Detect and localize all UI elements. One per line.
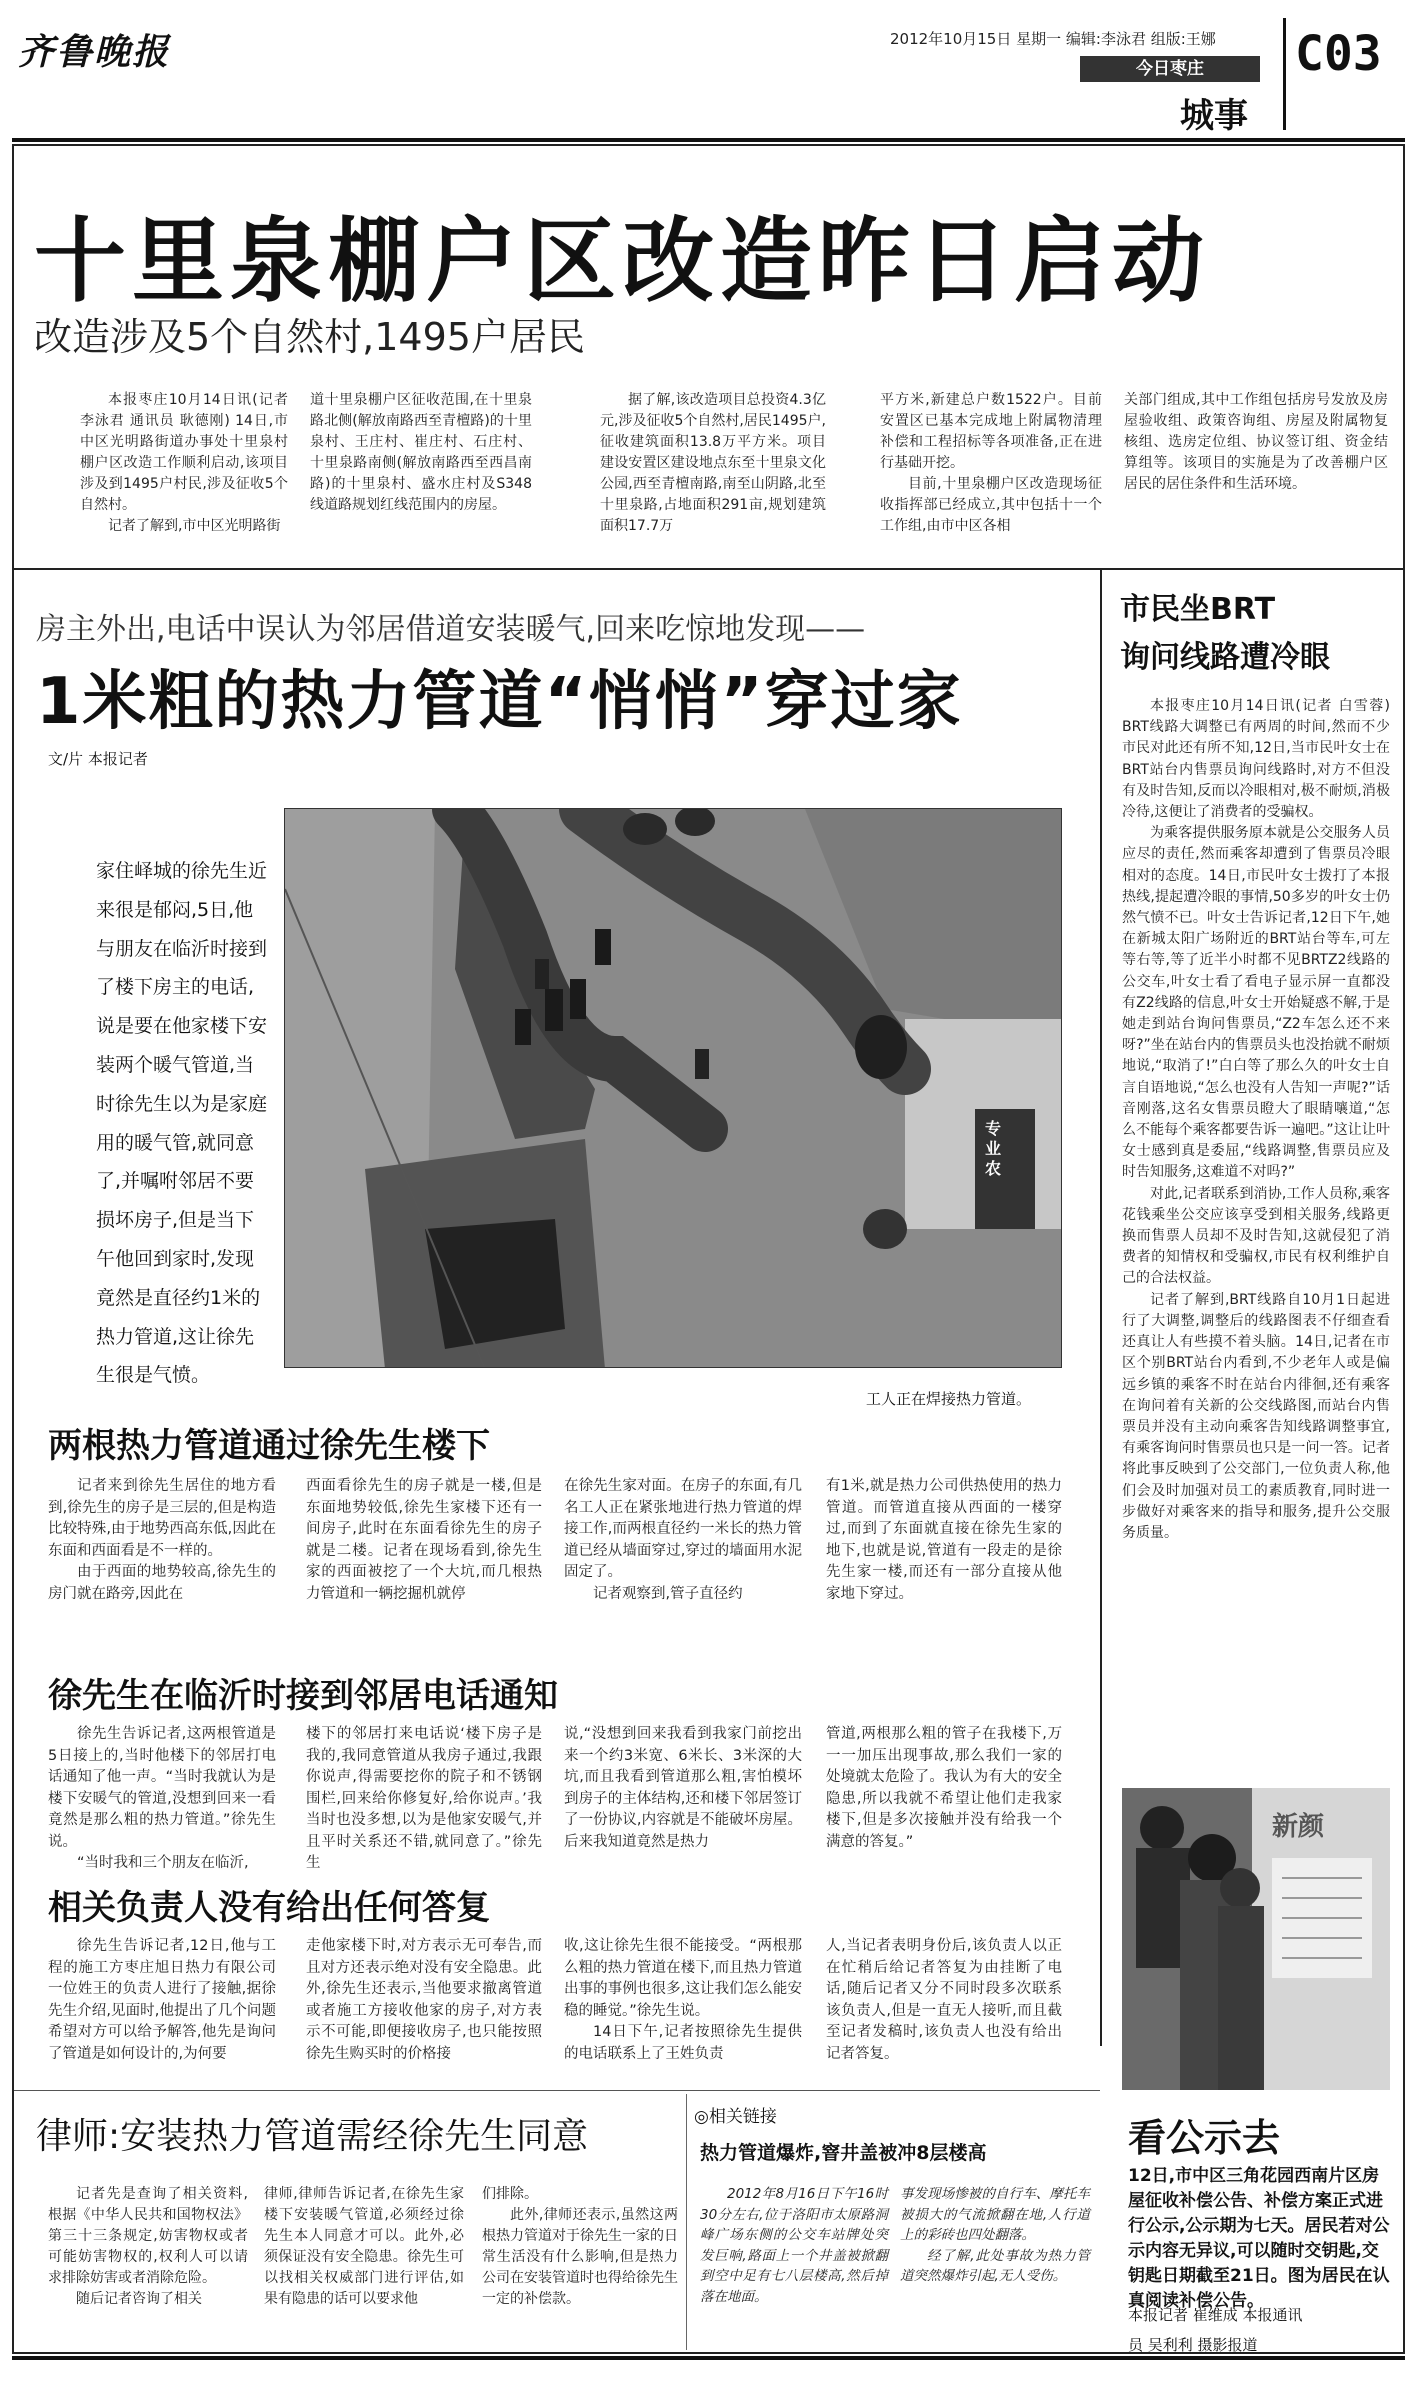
notice-text: 12日,市中区三角花园西南片区房屋征收补偿公告、补偿方案正式进行公示,公示期为七天。居民若对公示内容无异议,可以随时交钥匙,交钥匙日期截至21日。图为居民在认真阅读补偿公告。 bbox=[1128, 2166, 1390, 2311]
lead-column-2 bbox=[310, 390, 532, 516]
lawyer-paragraph: 此外,律师还表示,虽然这两根热力管道对于徐先生一家的日常生活没有什么影响,但是热力公司在安装管道时也得给徐先生一定的补偿款。 bbox=[482, 2207, 678, 2307]
section-heading-1: 两根热力管道通过徐先生楼下 bbox=[48, 1426, 490, 1466]
related-tag: ◎相关链接 bbox=[694, 2107, 777, 2127]
lawyer-paragraph: 记者先是查询了相关资料,根据《中华人民共和国物权法》第三十三条规定,妨害物权或者可能妨害物权的,权利人可以请求排除妨害或者消除危险。 bbox=[48, 2186, 248, 2286]
page-number: C03 bbox=[1295, 26, 1382, 82]
sidebar-title-line-2: 询问线路遭冷眼 bbox=[1120, 640, 1330, 675]
story-paragraph: 由于西面的地势较高,徐先生的房门就在路旁,因此在 bbox=[48, 1564, 276, 1602]
sidebar-title-line-1: 市民坐BRT bbox=[1120, 592, 1276, 627]
lawyer-paragraph: 随后记者咨询了相关 bbox=[76, 2291, 202, 2307]
sidebar-paragraph: 为乘客提供服务原本就是公交服务人员应尽的责任,然而乘客却遭到了售票员冷眼相对的态度。14日,市民叶女士拨打了本报热线,提起遭冷眼的事情,50多岁的叶女士仍然气愤不已。叶女士告诉记者,12日下午,她在新城太阳广场附近的BRT站台等车,可左等右等,等了近半小时都不见BRTZ2线路的公交车,叶女士看了看电子显示屏一直都没有Z2线路的信息,叶女士开始疑惑不解,于是她走到站台询问售票员,“Z2车怎么还不来呀?”坐在站台内的售票员头也没抬就不耐烦地说,“取消了!”白白等了那么久的叶女士自言自语地说,“怎么也没有人告知一声呢?”话音刚落,这名女售票员瞪大了眼睛嚷道,“怎么不能每个乘客都要告诉一遍吧。”这让让叶女士感到真是委屈,“线路调整,售票员应及时告知服务,这难道不对吗?” bbox=[1122, 825, 1390, 1181]
section-1-column-4 bbox=[826, 1476, 1062, 1605]
section-1-column-3 bbox=[564, 1476, 802, 1605]
story-paragraph: 管道,两根那么粗的管子在我楼下,万一一加压出现事故,那么我们一家的处境就太危险了。我认为有大的安全隐患,所以我就不希望让他们走我家楼下,但是多次接触并没有给我一个满意的答复。” bbox=[826, 1726, 1062, 1850]
section-3-column-2 bbox=[306, 1936, 542, 2065]
section-3-column-3 bbox=[564, 1936, 802, 2065]
lawyer-column-2 bbox=[264, 2184, 464, 2310]
story-paragraph: 收,这让徐先生很不能接受。“两根那么粗的热力管道在楼下,而且热力管道出事的事例也很多,这让我们怎么能安稳的睡觉。”徐先生说。 bbox=[564, 1938, 802, 2019]
lawyer-column-3 bbox=[482, 2184, 678, 2310]
story-paragraph: 14日下午,记者按照徐先生提供的电话联系上了王姓负责 bbox=[564, 2024, 802, 2062]
lead-headline: 十里泉棚户区改造昨日启动 bbox=[34, 208, 1211, 315]
story-kicker: 房主外出,电话中误认为邻居借道安装暖气,回来吃惊地发现—— bbox=[36, 612, 866, 647]
pipe-photo-illustration bbox=[285, 809, 1062, 1368]
photo-shop-sign: 专业农 bbox=[985, 1119, 1002, 1178]
lead-column-5 bbox=[1124, 390, 1388, 495]
related-divider bbox=[686, 2094, 687, 2350]
section-tag: 今日枣庄 bbox=[1080, 56, 1260, 82]
section-2-column-4 bbox=[826, 1724, 1062, 1853]
lawyer-paragraph: 律师,律师告诉记者,在徐先生家楼下安装暖气管道,必须经过徐先生本人同意才可以。此外,必须保证没有安全隐患。徐先生可以找相关权威部门进行评估,如果有隐患的话可以要求他 bbox=[264, 2186, 464, 2307]
newspaper-logo: 齐鲁晚报 bbox=[18, 31, 171, 73]
story-paragraph: 走他家楼下时,对方表示无可奉告,而且对方还表示绝对没有安全隐患。此外,徐先生还表示,当他要求撤离管道或者施工方接收他家的房子,对方表示不可能,即便接收房子,也只能按照徐先生购买时的价格接 bbox=[306, 1938, 542, 2062]
section-3-column-4 bbox=[826, 1936, 1062, 2065]
lawyer-paragraph: 们排除。 bbox=[482, 2186, 538, 2202]
section-2-column-3 bbox=[564, 1724, 802, 1853]
lead-paragraph: 据了解,该改造项目总投资4.3亿元,涉及征收5个自然村,居民1495户,征收建筑面积13.8万平方米。项目建设安置区建设地点东至十里泉文化公园,西至青檀南路,南至山阴路,北至十里泉路,占地面积291亩,规划建筑面积17.7万 bbox=[600, 392, 826, 534]
sidebar-body bbox=[1122, 696, 1390, 1772]
notice-photo bbox=[1122, 1788, 1390, 2090]
footer-rule bbox=[12, 2356, 1405, 2360]
sidebar-heading bbox=[1120, 586, 1390, 682]
lead-paragraph: 平方米,新建总户数1522户。目前安置区已基本完成地上附属物清理补偿和工程招标等各项准备,正在进行基础开挖。 bbox=[880, 392, 1102, 471]
sidebar-paragraph: 对此,记者联系到消协,工作人员称,乘客花钱乘坐公交应该享受到相关服务,线路更换而售票人员却不及时告知,这就侵犯了消费者的知情权和受骗权,市民有权利维护自己的合法权益。 bbox=[1122, 1185, 1390, 1287]
related-paragraph: 2012年8月16日下午16时30分左右,位于洛阳市太原路洞峰广场东侧的公交车站牌处突发巨响,路面上一个井盖被掀翻到空中足有七八层楼高,然后掉落在地面。 bbox=[700, 2186, 888, 2305]
lead-paragraph: 关部门组成,其中工作组包括房号发放及房屋验收组、政策咨询组、房屋及附属物复核组、选房定位组、协议签订组、资金结算组等。该项目的实施是为了改善棚户区居民的居住条件和生活环境。 bbox=[1124, 392, 1388, 492]
lead-paragraph: 目前,十里泉棚户区改造现场征收指挥部已经成立,其中包括十一个工作组,由市中区各相 bbox=[880, 476, 1102, 534]
story-byline: 文/片 本报记者 bbox=[48, 750, 148, 768]
section-heading-2: 徐先生在临沂时接到邻居电话通知 bbox=[48, 1676, 558, 1716]
story-paragraph: 徐先生告诉记者,12日,他与工程的施工方枣庄旭日热力有限公司一位姓王的负责人进行了接触,据徐先生介绍,见面时,他提出了几个问题希望对方可以给予解答,他先是询问了管道是如何设计的,为何要 bbox=[48, 1938, 276, 2062]
notice-credit-line-1: 本报记者 崔维成 本报通讯 bbox=[1128, 2306, 1303, 2324]
story-paragraph: 楼下的邻居打来电话说‘楼下房子是我的,我同意管道从我房子通过,我跟你说声,得需要挖你的院子和不锈钢围栏,回来给你修复好,给你说声。’我当时也没多想,以为是他家安暖气,并且平时关系还不错,就同意了。”徐先生 bbox=[306, 1726, 542, 1871]
lead-paragraph: 本报枣庄10月14日讯(记者 李泳君 通讯员 耿德刚) 14日,市中区光明路街道办事处十里泉村棚户区改造工作顺利启动,该项目涉及到1495户村民,涉及征收5个自然村。 bbox=[80, 392, 288, 513]
related-column-1 bbox=[700, 2184, 888, 2307]
header-divider bbox=[1283, 18, 1286, 130]
lead-column-4 bbox=[880, 390, 1102, 537]
section-1-column-2 bbox=[306, 1476, 542, 1605]
notice-heading: 看公示去 bbox=[1128, 2116, 1281, 2160]
section-3-column-1 bbox=[48, 1936, 276, 2065]
related-heading: 热力管道爆炸,窨井盖被冲8层楼高 bbox=[700, 2142, 987, 2164]
related-column-2 bbox=[900, 2184, 1090, 2287]
lead-column-3 bbox=[600, 390, 826, 537]
section-name: 城事 bbox=[1180, 96, 1248, 136]
lawyer-heading: 律师:安装热力管道需经徐先生同意 bbox=[36, 2116, 589, 2157]
sidebar-paragraph: 记者了解到,BRT线路自10月1日起进行了大调整,调整后的线路图表不仔细查看还真让人有些摸不着头脑。14日,记者在市区个别BRT站台内看到,不少老年人或是偏远乡镇的乘客不时在站台内徘徊,还有乘客在询问着有关新的公交线路图,而站台内售票员并没有主动向乘客告知线路调整事宜,有乘客询问时售票员也只是一问一答。记者将此事反映到了公交部门,一位负责人称,他们会及时加强对员工的素质教育,同时进一步做好对乘客来的指导和服务,提升公交服务质量。 bbox=[1122, 1291, 1390, 1541]
related-paragraph: 经了解,此处事故为热力管道突然爆炸引起,无人受伤。 bbox=[900, 2247, 1090, 2284]
photo-caption: 工人正在焊接热力管道。 bbox=[866, 1390, 1032, 1408]
story-paragraph: 说,“没想到回来我看到我家门前挖出来一个约3米宽、6米长、3米深的大坑,而且我看到管道那么粗,害怕模坏到房子的主体结构,还和楼下邻居签订了一份协议,内容就是不能破坏房屋。后来我知道竟然是热力 bbox=[564, 1726, 802, 1850]
sidebar-paragraph: 本报枣庄10月14日讯(记者 白雪蓉) BRT线路大调整已有两周的时间,然而不少市民对此还有所不知,12日,当市民叶女士在BRT站台内售票员询问线路时,对方不但没有及时告知,反而以冷眼相对,极不耐烦,消极冷待,这便让了消费者的受骗权。 bbox=[1122, 698, 1390, 821]
date-editors: 2012年10月15日 星期一 编辑:李泳君 组版:王娜 bbox=[890, 30, 1216, 48]
notice-board-text: 新颜 bbox=[1272, 1812, 1325, 1842]
lead-paragraph: 记者了解到,市中区光明路街 bbox=[108, 518, 281, 534]
story-paragraph: “当时我和三个朋友在临沂, bbox=[77, 1855, 249, 1871]
story-paragraph: 西面看徐先生的房子就是一楼,但是东面地势较低,徐先生家楼下还有一间房子,此时在东面看徐先生的房子就是二楼。记者在现场看到,徐先生家的西面被挖了一个大坑,而几根热力管道和一辆挖掘机就停 bbox=[306, 1478, 542, 1602]
story-paragraph: 记者来到徐先生居住的地方看到,徐先生的房子是三层的,但是构造比较特殊,由于地势西高东低,因此在东面和西面看是不一样的。 bbox=[48, 1478, 276, 1559]
lead-subhead: 改造涉及5个自然村,1495户居民 bbox=[34, 315, 585, 359]
related-paragraph: 事发现场惨被的自行车、摩托车被损大的气流掀翻在地,人行道上的彩砖也四处翻落。 bbox=[900, 2186, 1090, 2243]
lead-paragraph: 道十里泉棚户区征收范围,在十里泉路北侧(解放南路西至青檀路)的十里泉村、王庄村、崔庄村、石庄村、十里泉路南侧(解放南路西至西昌南路)的十里泉村、盛水庄村及S348线道路规划红线范围内的房屋。 bbox=[310, 392, 532, 513]
story-paragraph: 记者观察到,管子直径约 bbox=[593, 1585, 743, 1602]
pull-quote: 家住峄城的徐先生近来很是郁闷,5日,他与朋友在临沂时接到了楼下房主的电话,说是要在他家楼下安装两个暖气管道,当时徐先生以为是家庭用的暖气管,就同意了,并嘱咐邻居不要损坏房子,但是当下午他回到家时,发现竟然是直径约1米的热力管道,这让徐先生很是气愤。 bbox=[96, 860, 268, 1387]
lawyer-divider bbox=[14, 2090, 1100, 2091]
story-paragraph: 徐先生告诉记者,这两根管道是5日接上的,当时他楼下的邻居打电话通知了他一声。“当时我就认为是楼下安暖气的管道,没想到回来一看竟然是那么粗的热力管道。”徐先生说。 bbox=[48, 1726, 276, 1850]
story-paragraph: 人,当记者表明身份后,该负责人以正在忙稍后给记者答复为由挂断了电话,随后记者又分不同时段多次联系该负责人,但是一直无人接听,而且截至记者发稿时,该负责人也没有给出记者答复。 bbox=[826, 1938, 1062, 2062]
notice-credit-line-2: 员 吴利利 摄影报道 bbox=[1128, 2336, 1258, 2354]
story-headline: 1米粗的热力管道“悄悄”穿过家 bbox=[36, 665, 963, 739]
lawyer-column-1 bbox=[48, 2184, 248, 2310]
section-divider bbox=[14, 568, 1403, 570]
sidebar-divider bbox=[1100, 570, 1102, 2046]
story-paragraph: 有1米,就是热力公司供热使用的热力管道。而管道直接从西面的一楼穿过,而到了东面就直接在徐先生家的地下,也就是说,管道有一段走的是徐先生家一楼,而还有一部分直接从他家地下穿过。 bbox=[826, 1478, 1062, 1602]
section-2-column-1 bbox=[48, 1724, 276, 1875]
section-1-column-1 bbox=[48, 1476, 276, 1605]
story-paragraph: 在徐先生家对面。在房子的东面,有几名工人正在紧张地进行热力管道的焊接工作,而两根直径约一米长的热力管道已经从墙面穿过,穿过的墙面用水泥固定了。 bbox=[564, 1478, 802, 1580]
section-heading-3: 相关负责人没有给出任何答复 bbox=[48, 1888, 490, 1928]
notice-photo-illustration bbox=[1122, 1788, 1390, 2090]
section-2-column-2 bbox=[306, 1724, 542, 1875]
pipe-photo bbox=[284, 808, 1062, 1368]
lead-column-1 bbox=[80, 390, 288, 537]
header-rule bbox=[12, 138, 1405, 142]
